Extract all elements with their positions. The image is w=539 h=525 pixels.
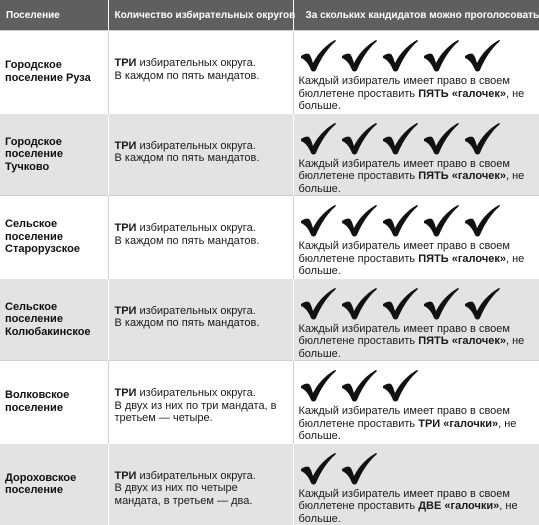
vote-rule-count: ПЯТЬ «галочек» bbox=[418, 170, 506, 182]
checkmark-icon bbox=[381, 122, 419, 155]
table-row bbox=[0, 361, 539, 444]
districts-note: В каждом по пять мандатов. bbox=[115, 152, 260, 164]
checkmarks-group bbox=[299, 122, 534, 155]
vote-rule-count: ДВЕ «галочки» bbox=[418, 500, 499, 512]
vote-rule-lead: Каждый избиратель имеет право в своем бюллетене проставить bbox=[299, 75, 510, 100]
vote-rule-lead: Каждый избиратель имеет право в своем бюллетене проставить bbox=[299, 405, 510, 430]
header-settlement: Поселение bbox=[0, 0, 108, 31]
header-districts: Количество избирательных округов bbox=[108, 0, 293, 31]
districts-count: ТРИ bbox=[115, 222, 137, 234]
checkmark-icon bbox=[463, 39, 501, 72]
districts-label: избирательных округа. bbox=[136, 140, 255, 152]
settlement-name: Городское поселение Тучково bbox=[0, 113, 108, 196]
table-row bbox=[0, 443, 539, 525]
checkmark-icon bbox=[340, 39, 378, 72]
checkmark-icon bbox=[381, 39, 419, 72]
districts-cell bbox=[108, 196, 293, 279]
districts-note: В каждом по пять мандатов. bbox=[115, 235, 260, 247]
votes-cell bbox=[293, 278, 539, 361]
settlement-name: Дороховское поселение bbox=[0, 443, 108, 525]
header-votes: За скольких кандидатов можно проголосовать bbox=[293, 0, 539, 31]
districts-label: избирательных округа. bbox=[136, 470, 255, 482]
districts-count: ТРИ bbox=[115, 305, 137, 317]
districts-note: В двух из них по четыре мандата, в третьем — два. bbox=[115, 482, 253, 507]
vote-rule-lead: Каждый избиратель имеет право в своем бюллетене проставить bbox=[299, 240, 510, 265]
vote-rule-text bbox=[299, 240, 533, 278]
districts-cell bbox=[108, 443, 293, 525]
vote-rule-text bbox=[299, 323, 534, 361]
vote-rule-tail: , не больше. bbox=[299, 88, 525, 113]
districts-count: ТРИ bbox=[115, 140, 137, 152]
vote-rule-count: ПЯТЬ «галочек» bbox=[418, 253, 506, 265]
checkmarks-group bbox=[299, 452, 534, 485]
checkmark-icon bbox=[299, 369, 337, 402]
vote-rule-lead: Каждый избиратель имеет право в своем бюллетене проставить bbox=[299, 323, 510, 348]
vote-rule-count: ПЯТЬ «галочек» bbox=[418, 335, 506, 347]
checkmark-icon bbox=[463, 287, 501, 320]
districts-cell bbox=[108, 31, 293, 114]
checkmark-icon bbox=[381, 204, 419, 237]
checkmark-icon bbox=[422, 39, 460, 72]
vote-rule-tail: , не больше. bbox=[299, 170, 525, 195]
checkmarks-group bbox=[299, 204, 533, 237]
checkmark-icon bbox=[463, 204, 501, 237]
vote-rule-tail: , не больше. bbox=[299, 335, 525, 360]
votes-cell bbox=[293, 196, 539, 279]
checkmark-icon bbox=[422, 287, 460, 320]
districts-cell bbox=[108, 113, 293, 196]
districts-cell bbox=[108, 278, 293, 361]
table-header-row bbox=[0, 0, 539, 31]
table-row bbox=[0, 278, 539, 361]
votes-cell bbox=[293, 443, 539, 525]
districts-count: ТРИ bbox=[115, 387, 137, 399]
checkmark-icon bbox=[299, 122, 337, 155]
checkmark-icon bbox=[299, 452, 337, 485]
checkmark-icon bbox=[340, 369, 378, 402]
checkmark-icon bbox=[422, 122, 460, 155]
table-row bbox=[0, 31, 539, 114]
settlement-name: Волковское поселение bbox=[0, 361, 108, 444]
table-row bbox=[0, 113, 539, 196]
districts-count: ТРИ bbox=[115, 57, 137, 69]
vote-rule-tail: , не больше. bbox=[299, 418, 517, 443]
votes-cell bbox=[293, 113, 539, 196]
vote-rule-tail: , не больше. bbox=[299, 253, 525, 278]
districts-cell bbox=[108, 361, 293, 444]
checkmarks-group bbox=[299, 287, 534, 320]
settlement-name: Городское поселение Руза bbox=[0, 31, 108, 114]
districts-label: избирательных округа. bbox=[136, 222, 255, 234]
vote-rule-text bbox=[299, 405, 533, 443]
checkmarks-group bbox=[299, 39, 533, 72]
districts-label: избирательных округа. bbox=[136, 305, 255, 317]
checkmark-icon bbox=[299, 287, 337, 320]
checkmark-icon bbox=[340, 122, 378, 155]
districts-note: В двух из них по три мандата, в третьем — четыре. bbox=[115, 400, 277, 425]
districts-label: избирательных округа. bbox=[136, 57, 255, 69]
vote-rule-lead: Каждый избиратель имеет право в своем бюллетене проставить bbox=[299, 158, 510, 183]
table-row bbox=[0, 196, 539, 279]
checkmark-icon bbox=[299, 204, 337, 237]
checkmark-icon bbox=[340, 287, 378, 320]
vote-rule-count: ПЯТЬ «галочек» bbox=[418, 88, 506, 100]
checkmark-icon bbox=[340, 204, 378, 237]
checkmark-icon bbox=[463, 122, 501, 155]
vote-rule-text bbox=[299, 75, 533, 113]
checkmark-icon bbox=[381, 287, 419, 320]
districts-label: избирательных округа. bbox=[136, 387, 255, 399]
votes-cell bbox=[293, 31, 539, 114]
checkmark-icon bbox=[381, 369, 419, 402]
checkmark-icon bbox=[422, 204, 460, 237]
checkmarks-group bbox=[299, 369, 533, 402]
districts-note: В каждом по пять мандатов. bbox=[115, 317, 260, 329]
vote-rule-text bbox=[299, 488, 534, 525]
vote-rule-text bbox=[299, 158, 534, 196]
settlement-name: Сельское поселение Колюбакинское bbox=[0, 278, 108, 361]
vote-rule-lead: Каждый избиратель имеет право в своем бюллетене проставить bbox=[299, 488, 510, 513]
districts-note: В каждом по пять мандатов. bbox=[115, 70, 260, 82]
vote-rule-count: ТРИ «галочки» bbox=[418, 418, 498, 430]
settlement-name: Сельское поселение Старорузское bbox=[0, 196, 108, 279]
districts-count: ТРИ bbox=[115, 470, 137, 482]
votes-cell bbox=[293, 361, 539, 444]
checkmark-icon bbox=[340, 452, 378, 485]
vote-rule-tail: , не больше. bbox=[299, 500, 518, 525]
checkmark-icon bbox=[299, 39, 337, 72]
